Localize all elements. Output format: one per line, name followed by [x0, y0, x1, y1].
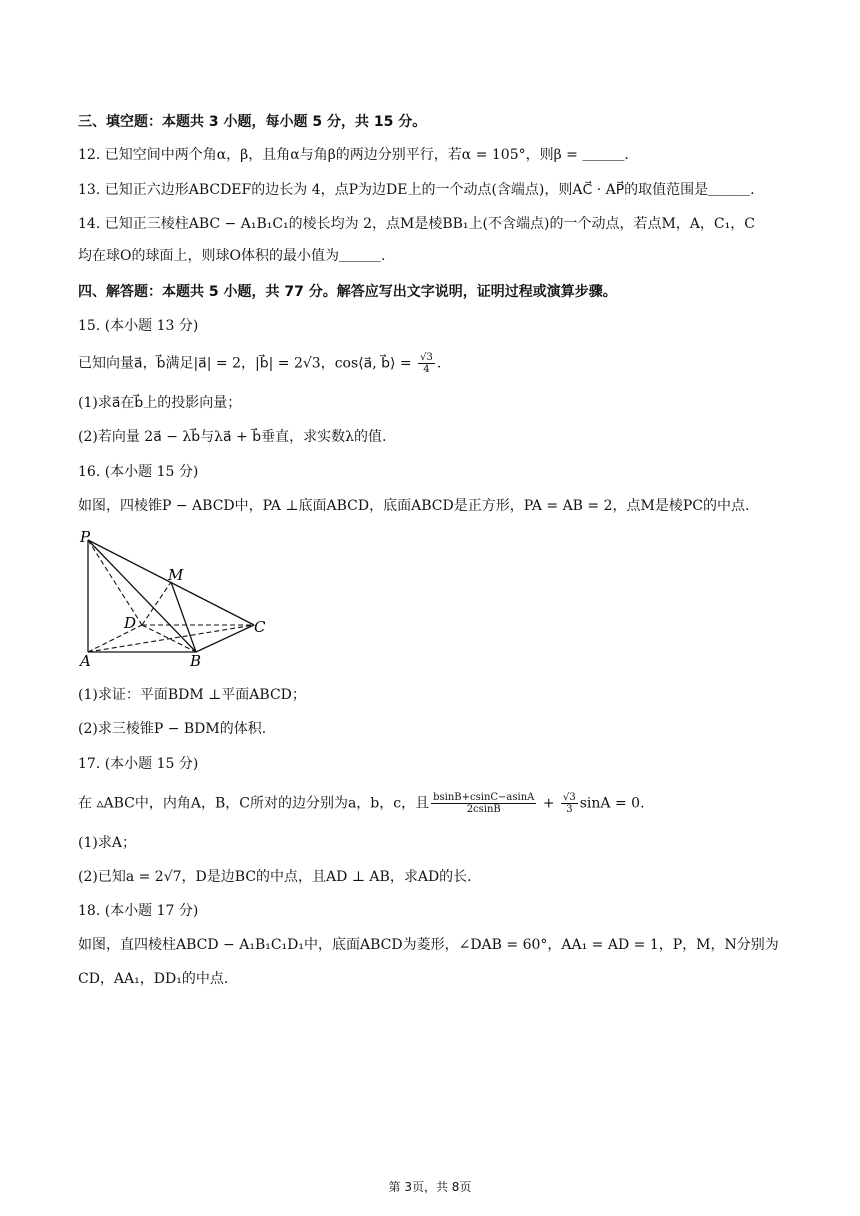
- section-3-header: 三、填空题：本题共 3 小题，每小题 5 分，共 15 分。: [78, 114, 427, 130]
- question-15-stem: [78, 352, 441, 375]
- question-16-part-2: (2)求三棱锥P − BDM的体积.: [78, 721, 267, 737]
- question-16-stem: 如图，四棱锥P − ABCD中，PA ⊥底面ABCD，底面ABCD是正方形，PA = AB = 2，点M是棱PC的中点.: [78, 498, 750, 514]
- fraction-denominator: 2csinB: [466, 804, 501, 815]
- question-18-line-1: 如图，直四棱柱ABCD − A₁B₁C₁D₁中，底面ABCD为菱形，∠DAB = 60°，AA₁ = AD = 1，P，M，N分别为: [78, 937, 779, 953]
- question-17-stem-text: 在 ▵ABC中，内角A，B，C所对的边分别为a，b，c，且: [78, 795, 430, 812]
- question-17-stem: [78, 792, 645, 815]
- edge-PD: [88, 540, 142, 625]
- edge-PB: [88, 540, 196, 652]
- question-12: 12. 已知空间中两个角α，β，且角α与角β的两边分别平行，若α = 105°，则β = ＿＿＿.: [78, 147, 629, 163]
- question-15-part-1: (1)求a⃗在b⃗上的投影向量；: [78, 395, 242, 411]
- edge-DM: [142, 582, 171, 625]
- fraction-numerator: √3: [563, 792, 576, 803]
- page-footer: 第 3页，共 8页: [388, 1180, 472, 1194]
- fraction-denominator: 4: [423, 364, 430, 375]
- question-15-part-2: (2)若向量 2a⃗ − λb⃗与λa⃗ + b⃗垂直，求实数λ的值.: [78, 429, 387, 445]
- fraction: [418, 352, 435, 375]
- question-15-stem-end: .: [436, 355, 442, 372]
- question-14-line-1: 14. 已知正三棱柱ABC − A₁B₁C₁的棱长均为 2，点M是棱BB₁上(不含端点)的一个动点，若点M，A，C₁，C: [78, 216, 755, 232]
- question-17-stem-end: sinA = 0.: [579, 795, 645, 812]
- fraction-denominator: 3: [566, 804, 573, 815]
- label-B: B: [190, 652, 202, 670]
- question-14-line-2: 均在球O的球面上，则球O体积的最小值为＿＿＿.: [78, 248, 386, 264]
- question-15-title: 15. (本小题 13 分): [78, 318, 199, 334]
- edge-AC: [88, 625, 254, 652]
- fraction: [431, 792, 536, 815]
- label-D: D: [124, 614, 137, 632]
- label-P: P: [80, 528, 91, 546]
- label-C: C: [254, 618, 266, 636]
- question-17-part-2: (2)已知a = 2√7，D是边BC的中点，且AD ⊥ AB，求AD的长.: [78, 869, 472, 885]
- edge-BC: [196, 625, 254, 652]
- section-4-header: 四、解答题：本题共 5 小题，共 77 分。解答应写出文字说明，证明过程或演算步骤。: [78, 284, 617, 300]
- question-13: 13. 已知正六边形ABCDEF的边长为 4，点P为边DE上的一个动点(含端点)，则AC⃗ · AP⃗的取值范围是＿＿＿.: [78, 182, 755, 198]
- plus-sign: +: [538, 795, 560, 812]
- fraction: [561, 792, 578, 815]
- label-M: M: [168, 566, 184, 584]
- pyramid-figure: [74, 528, 274, 670]
- question-18-line-2: CD，AA₁，DD₁的中点.: [78, 971, 229, 987]
- question-16-part-1: (1)求证：平面BDM ⊥平面ABCD；: [78, 687, 306, 703]
- fraction-numerator: bsinB+csinC−asinA: [433, 792, 535, 803]
- question-18-title: 18. (本小题 17 分): [78, 903, 199, 919]
- label-A: A: [80, 652, 91, 670]
- question-17-part-1: (1)求A；: [78, 835, 136, 851]
- question-15-stem-text: 已知向量a⃗，b⃗满足|a⃗| = 2，|b⃗| = 2√3，cos⟨a⃗, b⃗⟩ =: [78, 355, 417, 372]
- question-17-title: 17. (本小题 15 分): [78, 756, 199, 772]
- fraction-numerator: √3: [420, 352, 433, 363]
- question-16-title: 16. (本小题 15 分): [78, 464, 199, 480]
